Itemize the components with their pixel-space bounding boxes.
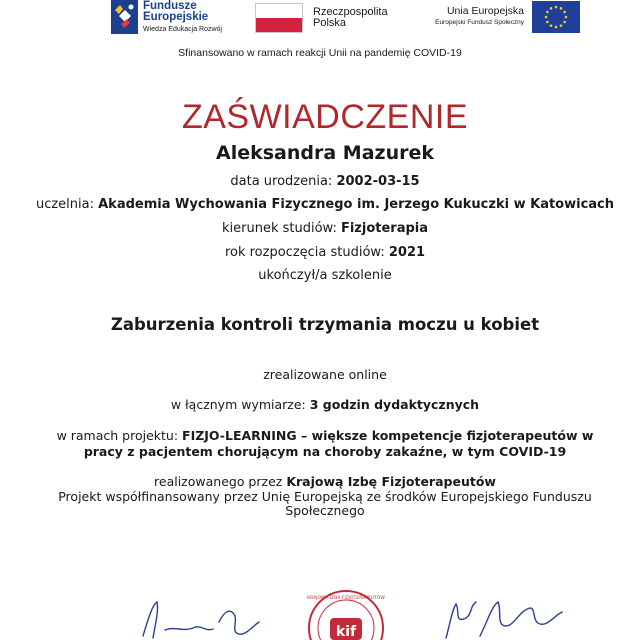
- university-value: Akademia Wychowania Fizycznego im. Jerzego Kukuczki w Katowicach: [98, 197, 615, 212]
- eu-star-icon: [560, 24, 563, 27]
- funding-note: Sfinansowano w ramach reakcji Unii na pandemię COVID-19: [178, 47, 462, 59]
- project-label: w ramach projektu:: [56, 428, 183, 443]
- eu-star-icon: [550, 24, 553, 27]
- eu-star-icon: [555, 6, 558, 9]
- hours-line: [0, 397, 640, 412]
- project-name-1: FIZJO-LEARNING – większe kompetencje fizjoterapeutów w: [182, 428, 594, 443]
- field-value: Fizjoterapia: [340, 221, 429, 236]
- rzeczpospolita-wordmark: [313, 7, 388, 29]
- kif-seal-icon: [304, 586, 388, 640]
- hours-label: w łącznym wymiarze:: [170, 397, 310, 412]
- delivery-mode: zrealizowane online: [263, 367, 387, 382]
- field-label: kierunek studiów:: [221, 221, 341, 236]
- fe-line-1: Fundusze: [143, 0, 197, 12]
- start-year-line: [0, 245, 640, 260]
- ue-line-1: Unia Europejska: [446, 5, 524, 17]
- fe-line-2: Europejskie: [143, 11, 209, 23]
- recipient-name: Aleksandra Mazurek: [215, 142, 434, 164]
- hours-value: 3 godzin dydaktycznych: [309, 397, 480, 412]
- organizer-label: realizowanego przez: [154, 474, 287, 489]
- seal-ring-text: KRAJOWA IZBA FIZJOTERAPEUTÓW: [307, 596, 385, 601]
- eu-star-icon: [550, 7, 553, 10]
- eu-star-icon: [555, 26, 558, 29]
- eu-star-icon: [565, 16, 568, 19]
- completed-line: ukończył/a szkolenie: [258, 268, 392, 283]
- rp-line-1: Rzeczpospolita: [313, 6, 388, 18]
- university-line: [0, 197, 640, 212]
- field-line: [0, 221, 640, 236]
- birth-date-value: 2002-03-15: [336, 174, 420, 189]
- eu-star-icon: [546, 11, 549, 14]
- ue-line-2: Europejski Fundusz Społeczny: [435, 19, 524, 26]
- project-line-1: [0, 428, 640, 443]
- polish-flag-icon: [255, 3, 303, 33]
- birth-date-line: [0, 174, 640, 189]
- project-line-2: pracy z pacjentem chorującym na choroby zakaźne, w tym COVID-19: [83, 444, 567, 459]
- seal-logo-text: kif: [335, 624, 357, 640]
- eu-star-icon: [563, 11, 566, 14]
- eu-star-icon: [546, 21, 549, 24]
- fe-line-3: Wiedza Edukacja Rozwój: [143, 26, 222, 33]
- certificate-title: ZAŚWIADCZENIE: [181, 98, 469, 136]
- unia-europejska-wordmark: [422, 5, 524, 26]
- right-signature-icon: [440, 596, 570, 640]
- eu-flag-icon: [532, 1, 580, 33]
- birth-date-label: data urodzenia:: [230, 174, 337, 189]
- organizer-line: [0, 474, 640, 489]
- organizer-value: Krajową Izbę Fizjoterapeutów: [286, 474, 496, 489]
- logo-strip: [0, 0, 640, 40]
- start-year-label: rok rozpoczęcia studiów:: [224, 245, 389, 260]
- eu-star-icon: [560, 7, 563, 10]
- start-year-value: 2021: [388, 245, 426, 260]
- cofinance-line-2: Społecznego: [285, 503, 365, 518]
- cofinance-line-1: Projekt współfinansowany przez Unię Europejską ze środków Europejskiego Funduszu: [58, 489, 592, 504]
- course-title: Zaburzenia kontroli trzymania moczu u kobiet: [110, 315, 540, 334]
- fundusze-europejskie-wordmark: [143, 1, 222, 35]
- university-label: uczelnia:: [35, 197, 99, 212]
- rp-line-2: Polska: [313, 17, 347, 29]
- left-signature-icon: [135, 596, 265, 640]
- fundusze-europejskie-logo-icon: [111, 0, 138, 34]
- eu-star-icon: [563, 21, 566, 24]
- eu-star-icon: [545, 16, 548, 19]
